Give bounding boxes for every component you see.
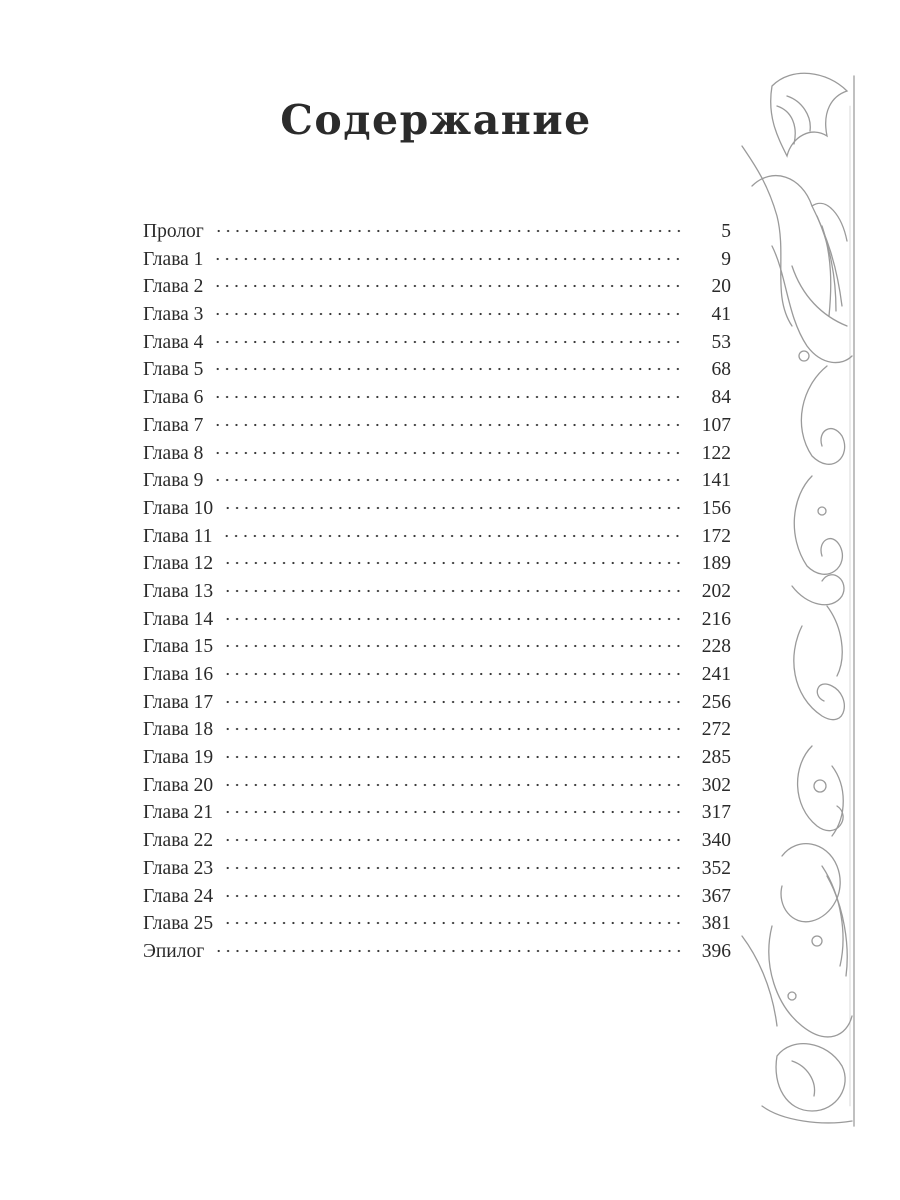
toc-entry-label: Глава 8 [143, 442, 204, 464]
dot-leader [223, 866, 683, 870]
toc-entry-label: Глава 7 [143, 414, 204, 436]
toc-page-number: 352 [701, 857, 731, 879]
toc-page-number: 189 [701, 553, 731, 575]
toc-entry-label: Глава 19 [143, 747, 214, 769]
toc-entry-label: Глава 14 [143, 608, 214, 630]
toc-row [143, 301, 731, 329]
toc-entry-label: Глава 3 [143, 304, 204, 326]
dot-leader [213, 451, 683, 455]
dot-leader [223, 838, 683, 842]
toc-page-number: 256 [701, 691, 731, 713]
toc-row [143, 384, 731, 412]
toc-page-number: 84 [711, 387, 731, 409]
dot-leader [223, 783, 683, 787]
dot-leader [213, 423, 683, 427]
toc-page-number: 340 [701, 830, 731, 852]
toc-entry-label: Пролог [143, 221, 204, 242]
toc-row [143, 412, 731, 440]
toc-entry-label: Глава 9 [143, 470, 204, 492]
dot-leader [223, 617, 683, 621]
toc-page-number: 156 [701, 497, 731, 519]
page-title: Содержание [280, 96, 592, 144]
dot-leader [213, 395, 683, 399]
griffin-scroll-border-ornament-icon [732, 66, 862, 1136]
toc-row [143, 273, 731, 301]
toc-entry-label: Глава 10 [143, 497, 214, 519]
toc-entry-label: Глава 2 [143, 276, 204, 298]
toc-entry-label: Глава 11 [143, 525, 213, 547]
toc-row [143, 467, 731, 495]
toc-entry-label: Глава 21 [143, 802, 214, 824]
dot-leader [223, 755, 683, 759]
toc-entry-label: Глава 24 [143, 885, 214, 907]
toc-page-number: 216 [701, 608, 731, 630]
dot-leader [213, 257, 683, 261]
dot-leader [223, 894, 683, 898]
toc-page-number: 5 [721, 221, 731, 242]
dot-leader [223, 644, 683, 648]
toc-page-number: 107 [701, 414, 731, 436]
toc-page-number: 317 [701, 802, 731, 824]
dot-leader [223, 727, 683, 731]
toc-page-number: 302 [701, 774, 731, 796]
toc-page-number: 241 [701, 664, 731, 685]
toc-row [143, 772, 731, 800]
toc-entry-label: Глава 5 [143, 359, 204, 381]
dot-leader [213, 340, 683, 344]
toc-entry-label: Глава 4 [143, 331, 204, 353]
toc-row [143, 883, 731, 911]
toc-page-number: 53 [711, 331, 731, 353]
toc-entry-label: Глава 16 [143, 664, 214, 685]
table-of-contents [143, 218, 731, 966]
toc-page-number: 9 [721, 248, 731, 270]
dot-leader [214, 229, 683, 233]
toc-page-number: 141 [701, 470, 731, 492]
dot-leader [222, 534, 683, 538]
toc-entry-label: Глава 18 [143, 719, 214, 741]
toc-entry-label: Глава 6 [143, 387, 204, 409]
toc-row [143, 606, 731, 634]
toc-row [143, 938, 731, 966]
toc-entry-label: Глава 25 [143, 913, 214, 935]
toc-row [143, 744, 731, 772]
toc-row [143, 246, 731, 274]
toc-entry-label: Глава 22 [143, 830, 214, 852]
toc-row [143, 440, 731, 468]
toc-entry-label: Глава 13 [143, 580, 214, 602]
toc-entry-label: Глава 1 [143, 248, 204, 270]
toc-entry-label: Глава 17 [143, 691, 214, 713]
toc-row [143, 633, 731, 661]
toc-row [143, 495, 731, 523]
toc-entry-label: Глава 23 [143, 857, 214, 879]
toc-row [143, 578, 731, 606]
dot-leader [223, 506, 683, 510]
toc-row [143, 356, 731, 384]
toc-row [143, 550, 731, 578]
dot-leader [223, 589, 683, 593]
toc-row [143, 218, 731, 246]
toc-row [143, 523, 731, 551]
dot-leader [223, 672, 683, 676]
toc-page-number: 396 [701, 940, 731, 962]
dot-leader [214, 949, 683, 953]
toc-page-number: 122 [701, 442, 731, 464]
toc-page-number: 172 [701, 525, 731, 547]
dot-leader [223, 921, 683, 925]
toc-entry-label: Глава 12 [143, 553, 214, 575]
dot-leader [213, 312, 683, 316]
toc-row [143, 716, 731, 744]
toc-page-number: 272 [701, 719, 731, 741]
dot-leader [223, 700, 683, 704]
toc-entry-label: Глава 15 [143, 636, 214, 658]
toc-entry-label: Глава 20 [143, 774, 214, 796]
toc-page-number: 381 [701, 913, 731, 935]
dot-leader [223, 561, 683, 565]
toc-entry-label: Эпилог [143, 940, 205, 962]
toc-row [143, 855, 731, 883]
toc-row [143, 827, 731, 855]
toc-page-number: 68 [711, 359, 731, 381]
dot-leader [213, 478, 683, 482]
toc-row [143, 689, 731, 717]
toc-page-number: 20 [711, 276, 731, 298]
toc-page-number: 41 [711, 304, 731, 326]
dot-leader [213, 367, 683, 371]
toc-page-number: 285 [701, 747, 731, 769]
toc-page-number: 202 [701, 580, 731, 602]
toc-row [143, 329, 731, 357]
toc-page-number: 228 [701, 636, 731, 658]
toc-page-number: 367 [701, 885, 731, 907]
toc-row [143, 910, 731, 938]
dot-leader [223, 810, 683, 814]
toc-row [143, 661, 731, 689]
dot-leader [213, 284, 683, 288]
toc-row [143, 799, 731, 827]
